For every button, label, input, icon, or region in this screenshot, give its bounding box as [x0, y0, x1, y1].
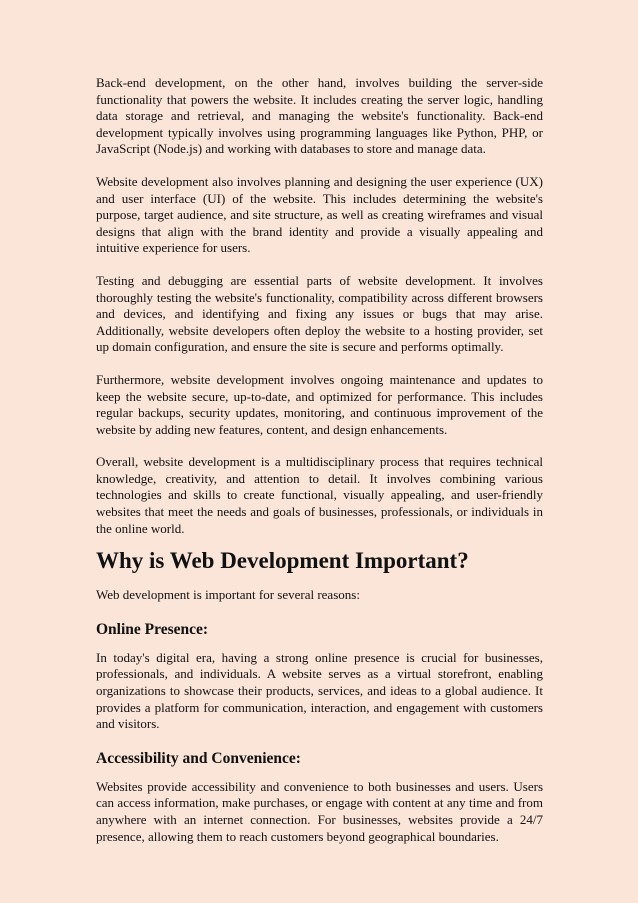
section-heading: Why is Web Development Important? — [96, 548, 469, 574]
subsection-heading-accessibility: Accessibility and Convenience: — [96, 749, 301, 767]
paragraph-maintenance: Furthermore, website development involves ongoing maintenance and updates to keep the website secure, up-to-date, and optimized for performance. This includes regular backups, security updates, monitoring, and continuous improvement of the website by adding new features, content, and design enhancements. — [96, 371, 543, 437]
paragraph-overall: Overall, website development is a multidisciplinary process that requires technical knowledge, creativity, and attention to detail. It involves combining various technologies and skills to create functional, visually appealing, and user-friendly websites that meet the needs and goals of businesses, professionals, or individuals in the online world. — [96, 454, 543, 536]
paragraph-back-end: Back-end development, on the other hand, involves building the server-side functionality that powers the website. It includes creating the server logic, handling data storage and retrieval, and managing the website's functionality. Back-end development typically involves using programming languages like Python, PHP, or JavaScript (Node.js) and working with databases to store and manage data. — [96, 75, 543, 157]
subsection-heading-online-presence: Online Presence: — [96, 620, 209, 638]
subsection-text-accessibility: Websites provide accessibility and convenience to both businesses and users. Users can access information, make purchases, or engage with content at any time and from anywhere with an internet connection. For businesses, websites provide a 24/7 presence, allowing them to reach customers beyond geographical boundaries. — [96, 778, 543, 844]
subsection-text-online-presence: In today's digital era, having a strong online presence is crucial for businesses, professionals, and individuals. A website serves as a virtual storefront, enabling organizations to showcase their products, services, and ideas to a global audience. It provides a platform for communication, interaction, and engagement with customers and visitors. — [96, 649, 543, 732]
paragraph-ux-ui: Website development also involves planning and designing the user experience (UX) and user interface (UI) of the website. This includes determining the website's purpose, target audience, and site structure, as well as creating wireframes and visual designs that align with the brand identity and provide a visually appealing and intuitive experience for users. — [96, 173, 543, 256]
section-intro: Web development is important for several reasons: — [96, 587, 360, 603]
paragraph-testing: Testing and debugging are essential parts of website development. It involves thoroughly testing the website's functionality, compatibility across different browsers and devices, and identifying and fixing any issues or bugs that may arise. Additionally, website developers often deploy the website to a hosting provider, set up domain configuration, and ensure the site is secure and performs optimally. — [96, 272, 543, 355]
